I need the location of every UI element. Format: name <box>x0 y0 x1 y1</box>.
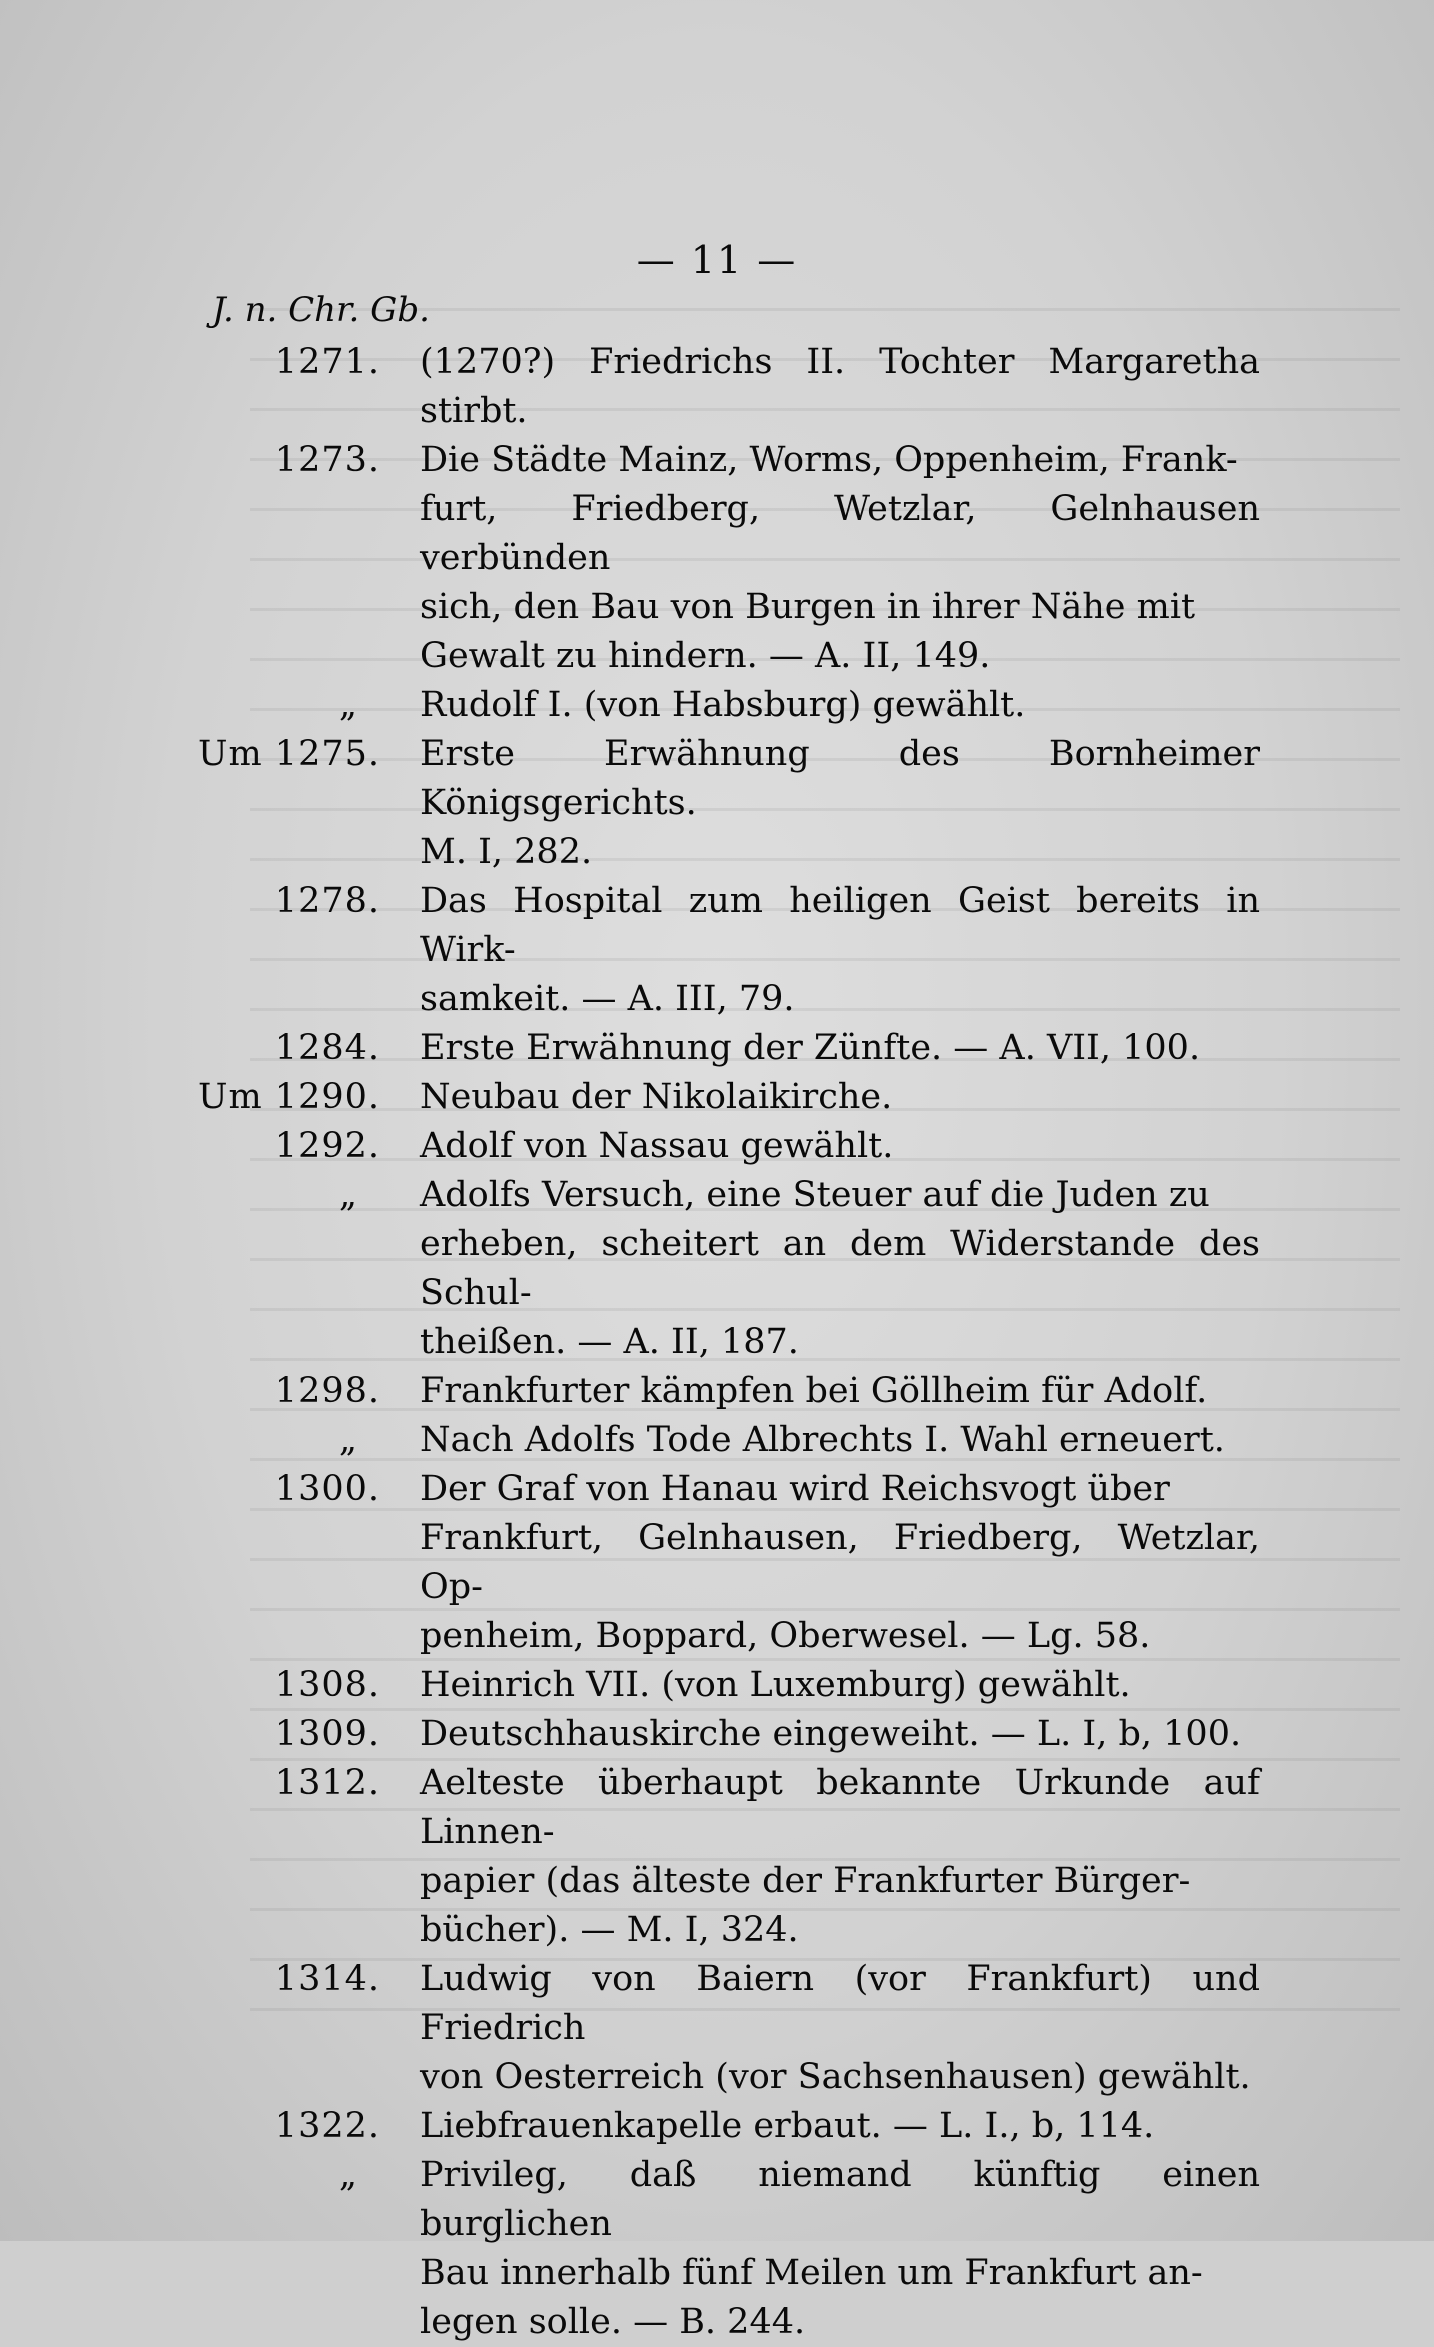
entry-text: Ludwig von Baiern (vor Frankfurt) und Friedrich von Oesterreich (vor Sachsenhausen) gewählt. <box>420 1959 1260 2097</box>
chronology-entry <box>180 436 1260 681</box>
entry-text: Die Städte Mainz, Worms, Oppenheim, Frank- furt, Friedberg, Wetzlar, Gelnhausen verbünden sich, den Bau von Burgen in ihrer Nähe mit Gewalt zu hindern. — A. II, 149. <box>420 440 1260 676</box>
entry-year: „ <box>338 2155 358 2195</box>
entry-text: Adolf von Nassau gewählt. <box>420 1126 894 1166</box>
chronology-entry <box>180 1759 1260 1955</box>
entry-year: 1300. <box>274 1469 380 1509</box>
entry-year: 1271. <box>274 342 380 382</box>
entry-text: Privileg, daß niemand künftig einen burglichen Bau innerhalb fünf Meilen um Frankfurt an- legen solle. — B. 244. <box>420 2155 1260 2342</box>
entry-text: Rudolf I. (von Habsburg) gewählt. <box>420 685 1026 725</box>
entry-text: Deutschhauskirche eingeweiht. — L. I, b, 100. <box>420 1714 1242 1754</box>
entry-year: 1292. <box>274 1126 380 1166</box>
chronology-entry <box>180 1661 1260 1710</box>
entry-text: (1270?) Friedrichs II. Tochter Margaretha stirbt. <box>420 342 1260 431</box>
chronology-entry <box>180 1367 1260 1416</box>
chronology-entry <box>180 338 1260 436</box>
column-header: J. n. Chr. Gb. <box>212 290 430 330</box>
entry-text: Liebfrauenkapelle erbaut. — L. I., b, 114. <box>420 2106 1155 2146</box>
entry-year: „ <box>338 1420 358 1460</box>
entry-year: Um 1275. <box>197 734 380 774</box>
entry-text: Der Graf von Hanau wird Reichsvogt über Frankfurt, Gelnhausen, Friedberg, Wetzlar, Op- penheim, Boppard, Oberwesel. — Lg. 58. <box>420 1469 1260 1656</box>
chronology-entry <box>180 2151 1260 2347</box>
chronology-entry <box>180 1710 1260 1759</box>
chronology-entry <box>180 1955 1260 2102</box>
chronology-entry <box>180 730 1260 877</box>
chronology-entry <box>180 1465 1260 1661</box>
chronology-entry <box>180 1024 1260 1073</box>
entry-text: Erste Erwähnung der Zünfte. — A. VII, 100. <box>420 1028 1201 1068</box>
entry-text: Heinrich VII. (von Luxemburg) gewählt. <box>420 1665 1131 1705</box>
chronology-entry <box>180 681 1260 730</box>
entry-year: 1298. <box>274 1371 380 1411</box>
entry-text: Aelteste überhaupt bekannte Urkunde auf Linnen- papier (das älteste der Frankfurter Bürger- bücher). — M. I, 324. <box>420 1763 1260 1950</box>
entry-text: Nach Adolfs Tode Albrechts I. Wahl erneuert. <box>420 1420 1225 1460</box>
chronology-entry <box>180 877 1260 1024</box>
entry-text: Das Hospital zum heiligen Geist bereits in Wirk- samkeit. — A. III, 79. <box>420 881 1260 1019</box>
entry-text: Erste Erwähnung des Bornheimer Königsgerichts. M. I, 282. <box>420 734 1260 872</box>
chronology-list <box>180 338 1260 2347</box>
chronology-entry <box>180 1073 1260 1122</box>
entry-text: Adolfs Versuch, eine Steuer auf die Juden zu erheben, scheitert an dem Widerstande des Schul- theißen. — A. II, 187. <box>420 1175 1260 1362</box>
page-number: — 11 — <box>636 238 798 282</box>
entry-year: 1273. <box>274 440 380 480</box>
entry-year: „ <box>338 685 358 725</box>
chronology-entry <box>180 1416 1260 1465</box>
chronology-entry <box>180 1122 1260 1171</box>
entry-year: 1308. <box>274 1665 380 1705</box>
entry-year: Um 1290. <box>197 1077 380 1117</box>
chronology-entry <box>180 2102 1260 2151</box>
entry-year: „ <box>338 1175 358 1215</box>
entry-year: 1322. <box>274 2106 380 2146</box>
entry-year: 1309. <box>274 1714 380 1754</box>
entry-text: Neubau der Nikolaikirche. <box>420 1077 893 1117</box>
chronology-entry <box>180 1171 1260 1367</box>
entry-year: 1284. <box>274 1028 380 1068</box>
entry-year: 1278. <box>274 881 380 921</box>
entry-text: Frankfurter kämpfen bei Göllheim für Adolf. <box>420 1371 1208 1411</box>
entry-year: 1312. <box>274 1763 380 1803</box>
entry-year: 1314. <box>274 1959 380 1999</box>
